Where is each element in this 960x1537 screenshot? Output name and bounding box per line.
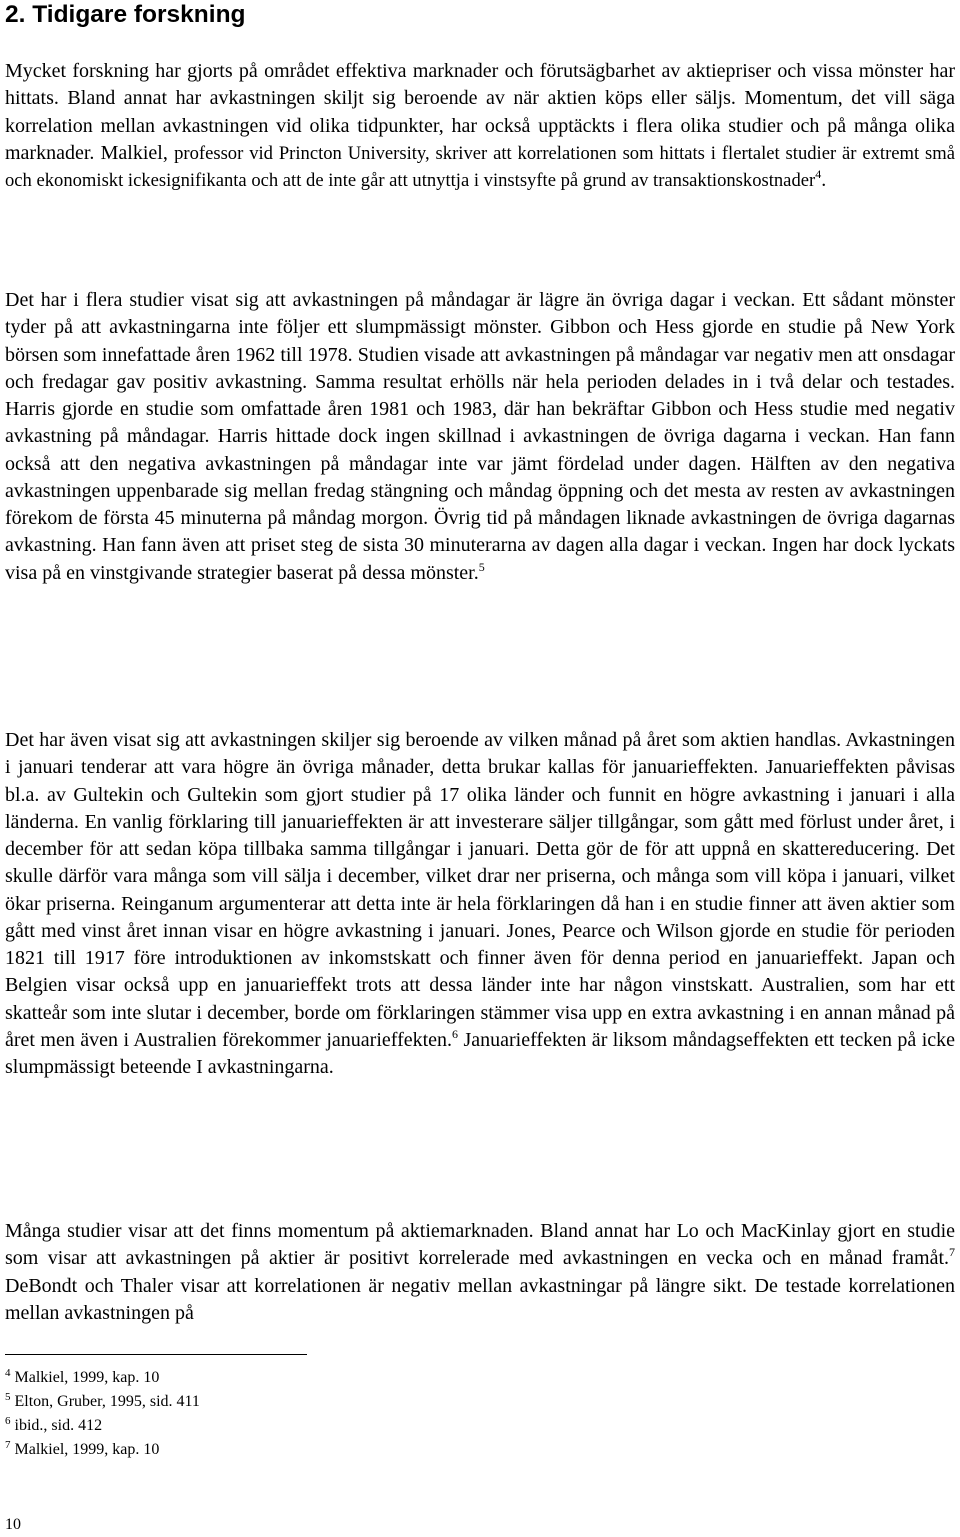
footnotes: [5, 1366, 505, 1462]
footnote-text: Malkiel, 1999, kap. 10: [14, 1441, 160, 1458]
page-number: 10: [5, 1516, 21, 1533]
paragraph-text-continued: Januarieffekten är liksom måndagseffekten ett tecken på icke slumpmässigt beteende I avkastningarna.: [5, 1028, 955, 1078]
paragraph-text: Många studier visar att det finns momentum på aktiemarknaden. Bland annat har Lo och MacKinlay gjort en studie som visar att avkastningen på aktier är positivt korrelerade med avkastningen en vecka och en månad framåt.: [5, 1220, 955, 1270]
footnote-text: Malkiel, 1999, kap. 10: [14, 1369, 160, 1386]
section-heading: 2. Tidigare forskning: [5, 1, 246, 28]
paragraph-momentum: [5, 1218, 955, 1327]
footnote-ref-7[interactable]: 7: [949, 1245, 955, 1260]
paragraph-january-effect: [5, 727, 955, 1081]
paragraph-text-sans: professor vid Princton University, skriver att korrelationen som hittats i flertalet studier är extremt små och ekonomiskt ickesignifikanta och att de inte går att utnyttja i vinstsyfte på grund av transaktionskostnader: [5, 142, 955, 191]
footnote-ref-6[interactable]: 6: [452, 1026, 459, 1041]
footnote-number: 6: [5, 1415, 11, 1427]
paragraph-text: Det har i flera studier visat sig att avkastningen på måndagar är lägre än övriga dagar i veckan. Ett sådant mönster tyder på att avkastningarna inte följer ett slumpmässigt mönster. Gibbon och Hess gjorde en studie på New York börsen som innefattade åren 1962 till 1978. Studien visade att avkastningen på måndagar var negativ men att onsdagar och fredagar gav positiv avkastning. Samma resultat erhölls när hela perioden delades in i två delar och testades. Harris gjorde en studie som omfattade åren 1981 och 1983, där han bekräftar Gibbon och Hess studie med negativ avkastning på måndagar. Harris hittade dock ingen skillnad i avkastningen de övriga dagarna i veckan. Han fann också att den negativa avkastningen på måndagar inte var jämt fördelad under dagen. Hälften av den negativa avkastningen uppenbarade sig mellan fredag stängning och måndag öppning och det mesta av resten av avkastningen förekom de första 45 minuterna på måndag morgon. Övrig tid på måndagen liknade avkastningen de övriga dagarnas avkastning. Han fann även att priset steg de sista 30 minuterarna av dagen alla dagar i veckan. Ingen har dock lyckats visa på en vinstgivande strategier baserat på dessa mönster.: [5, 289, 955, 584]
footnote-divider: [5, 1354, 307, 1355]
footnote-number: 4: [5, 1367, 11, 1379]
paragraph-text: Det har även visat sig att avkastningen skiljer sig beroende av vilken månad på året som aktien handlas. Avkastningen i januari tenderar att vara högre än övriga månader, detta brukar kallas för januarieffekten. Januarieffekten påvisas bl.a. av Gultekin och Gultekin som gjort studier på 17 olika länder och funnit en högre avkastning i januari i alla länderna. En vanlig förklaring till januarieffekten är att investerare säljer tillgångar, som gått med förlust under året, i december för att sedan köpa tillbaka samma tillgångar i januari. Detta gör de för att uppnå en skattereducering. Det skulle därför vara många som vill sälja i december, vilket drar ner priserna, och många som vill köpa i januari, vilket ökar priserna. Reinganum argumenterar att detta inte är hela förklaringen då han i en studie finner att även aktier som gått med vinst året innan visar en högre avkastning i januari. Jones, Pearce och Wilson gjorde en studie för perioden 1821 till 1917 före introduktionen av inkomstskatt och finner även för denna period en januarieffekt. Japan och Belgien visar också upp en januarieffekt trots att dessa länder inte har någon vinstskatt. Australien, som har ett skatteår som inte slutar i december, borde om förklaringen stämmer visa upp en extra avkastning i en annan månad på året men även i Australien förekommer januarieffekten.: [5, 729, 955, 1051]
footnote-item: [5, 1366, 505, 1390]
paragraph-text-continued: DeBondt och Thaler visar att korrelationen är negativ mellan avkastningar på längre sikt. De testade korrelationen mellan avkastningen på: [5, 1274, 955, 1324]
paragraph-monday-effect: [5, 287, 955, 587]
footnote-item: [5, 1390, 505, 1414]
footnote-number: 7: [5, 1439, 11, 1451]
footnote-number: 5: [5, 1391, 11, 1403]
footnote-item: [5, 1438, 505, 1462]
footnote-item: [5, 1414, 505, 1438]
paragraph-intro: [5, 58, 955, 194]
footnote-ref-4[interactable]: 4: [815, 167, 822, 181]
footnote-text: ibid., sid. 412: [14, 1417, 103, 1434]
footnote-text: Elton, Gruber, 1995, sid. 411: [14, 1393, 200, 1410]
paragraph-end: .: [821, 169, 827, 191]
paragraph-text: Mycket forskning har gjorts på området effektiva marknader och förutsägbarhet av aktiepriser och vissa mönster har hittats. Bland annat har avkastningen skiljt sig beroende av när aktien köps eller säljs. Momentum, det vill säga korrelation mellan avkastningen vid olika tidpunkter, har också upptäckts i flera olika studier och på många olika marknader. Malkiel,: [5, 60, 955, 164]
footnote-ref-5[interactable]: 5: [478, 559, 485, 574]
